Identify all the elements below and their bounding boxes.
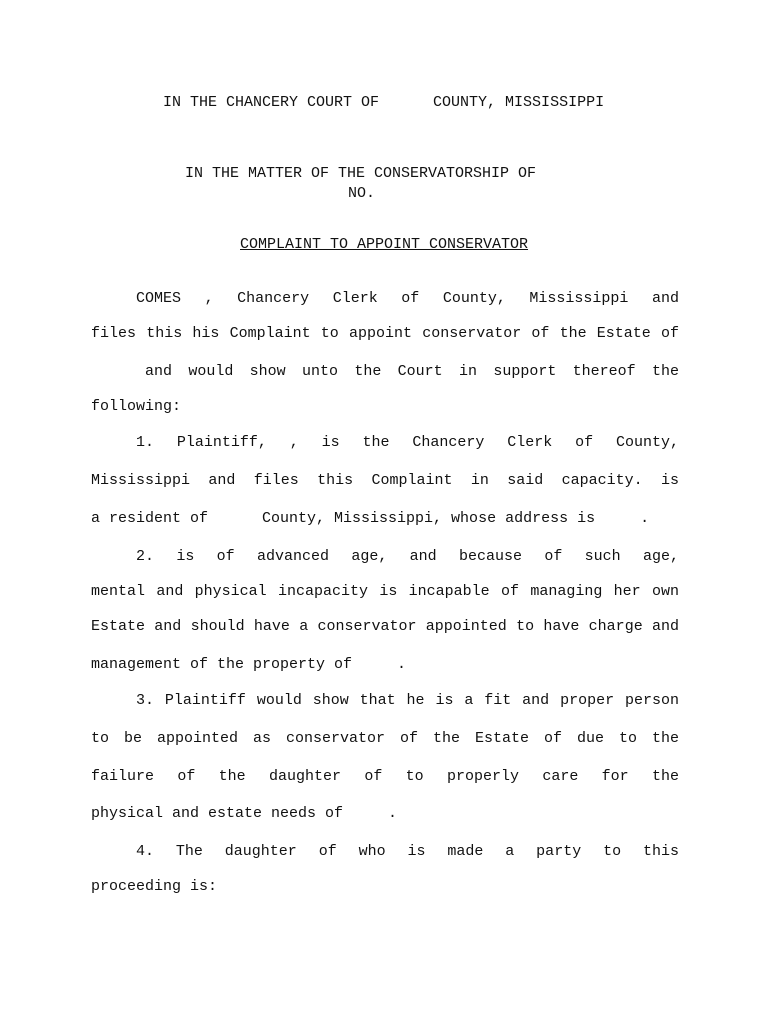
matter-caption-line2: NO. <box>348 185 376 202</box>
body-line-8: 2. is of advanced age, and because of such age, <box>136 548 679 565</box>
body-line-7: a resident of County, Mississippi, whose address is . <box>91 510 650 527</box>
body-line-10: Estate and should have a conservator appointed to have charge and <box>91 618 679 635</box>
body-line-6: Mississippi and files this Complaint in said capacity. is <box>91 472 679 489</box>
body-line-11: management of the property of . <box>91 656 407 673</box>
body-line-14: failure of the daughter of to properly care for the <box>91 768 679 785</box>
body-line-1: COMES , Chancery Clerk of County, Mississippi and <box>136 290 679 307</box>
body-line-17: proceeding is: <box>91 878 218 895</box>
body-line-9: mental and physical incapacity is incapable of managing her own <box>91 583 679 600</box>
body-line-4: following: <box>91 398 182 415</box>
matter-caption-line1: IN THE MATTER OF THE CONSERVATORSHIP OF <box>185 165 537 182</box>
body-line-16: 4. The daughter of who is made a party to this <box>136 843 679 860</box>
body-line-15: physical and estate needs of . <box>91 805 398 822</box>
body-line-5: 1. Plaintiff, , is the Chancery Clerk of County, <box>136 434 679 451</box>
document-title: COMPLAINT TO APPOINT CONSERVATOR <box>240 236 529 253</box>
body-line-2: files this his Complaint to appoint conservator of the Estate of <box>91 325 679 342</box>
body-line-13: to be appointed as conservator of the Estate of due to the <box>91 730 679 747</box>
court-heading: IN THE CHANCERY COURT OF COUNTY, MISSISSIPPI <box>163 94 605 111</box>
body-line-3: and would show unto the Court in support thereof the <box>145 363 679 380</box>
body-line-12: 3. Plaintiff would show that he is a fit and proper person <box>136 692 679 709</box>
